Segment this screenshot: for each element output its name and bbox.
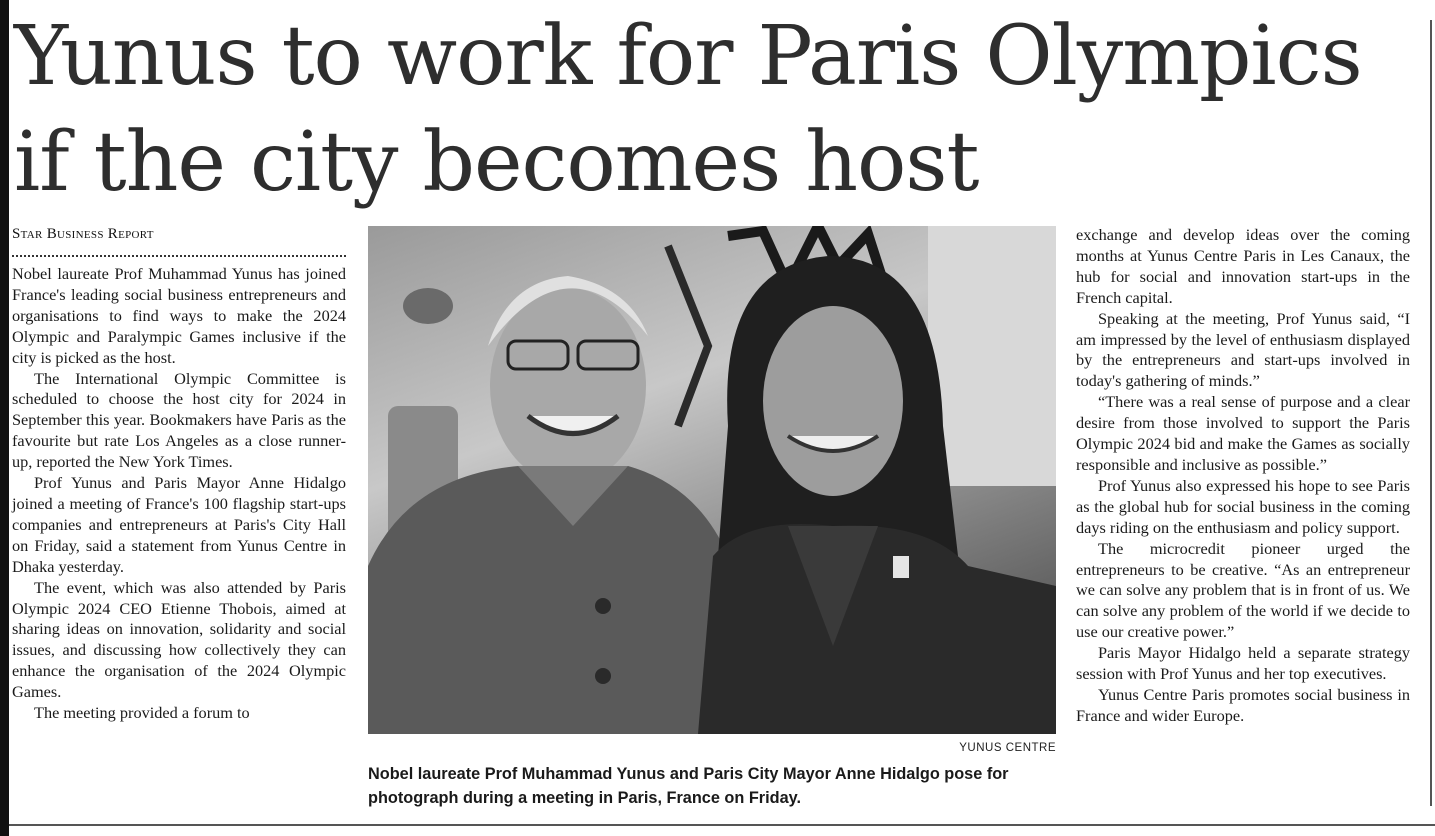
photo-credit: YUNUS CENTRE	[959, 742, 1056, 754]
byline: Star Business Report	[12, 226, 154, 242]
bottom-rule	[9, 824, 1435, 826]
paragraph: The International Olympic Committee is scheduled to choose the host city for 2024 in September this year. Bookmakers have Paris as the favourite but rate Los Angeles as a close runner-up, reported the New York Times.	[12, 368, 346, 472]
paragraph: Paris Mayor Hidalgo held a separate strategy session with Prof Yunus and her top executives.	[1076, 643, 1410, 684]
left-border	[0, 0, 9, 836]
headline	[14, 4, 1424, 216]
paragraph: The event, which was also attended by Paris Olympic 2024 CEO Etienne Thobois, aimed at sharing ideas on innovation, solidarity and social issues, and discussing how collectively they can enhance the organisation of the 2024 Olympic Games.	[12, 577, 346, 702]
paragraph: Prof Yunus and Paris Mayor Anne Hidalgo joined a meeting of France's 100 flagship start-ups companies and entrepreneurs at Paris's City Hall on Friday, said a statement from Yunus Centre in Dhaka yesterday.	[12, 473, 346, 576]
headline-line-2: if the city becomes host	[14, 115, 979, 210]
paragraph: “There was a real sense of purpose and a clear desire from those involved to support the Paris Olympic 2024 bid and make the Games as socially responsible and inclusive as possible.”	[1076, 392, 1410, 474]
paragraph: Speaking at the meeting, Prof Yunus said, “I am impressed by the level of enthusiasm displayed by the entrepreneurs and start-ups involved in today's gathering of minds.”	[1076, 308, 1410, 391]
byline-divider	[12, 255, 346, 257]
paragraph: Yunus Centre Paris promotes social business in France and wider Europe.	[1076, 684, 1410, 725]
news-photo	[368, 226, 1056, 734]
paragraph: Prof Yunus also expressed his hope to see Paris as the global hub for social business in the coming days riding on the enthusiasm and policy support.	[1076, 475, 1410, 537]
headline-line-1: Yunus to work for Paris Olympics	[14, 9, 1362, 104]
paragraph: The meeting provided a forum to	[34, 703, 250, 723]
column-rule-right	[1430, 20, 1432, 806]
paragraph: The microcredit pioneer urged the entrepreneurs to be creative. “As an entrepreneur we can solve any problem that is in front of us. We can solve any problem of the world if we decide to use our creative power.”	[1076, 538, 1410, 642]
paragraph: Nobel laureate Prof Muhammad Yunus has joined France's leading social business entrepreneurs and organisations to find ways to make the 2024 Olympic and Paralympic Games inclusive if the city is picked as the host.	[12, 264, 346, 367]
paragraph: exchange and develop ideas over the coming months at Yunus Centre Paris in Les Canaux, the hub for social and innovation start-ups in the French capital.	[1076, 225, 1410, 307]
photo-caption: Nobel laureate Prof Muhammad Yunus and Paris City Mayor Anne Hidalgo pose for photograph during a meeting in Paris, France on Friday.	[368, 765, 1009, 807]
article-column-left	[12, 264, 346, 724]
photo-illustration	[368, 226, 1056, 734]
article-column-right	[1076, 225, 1410, 727]
